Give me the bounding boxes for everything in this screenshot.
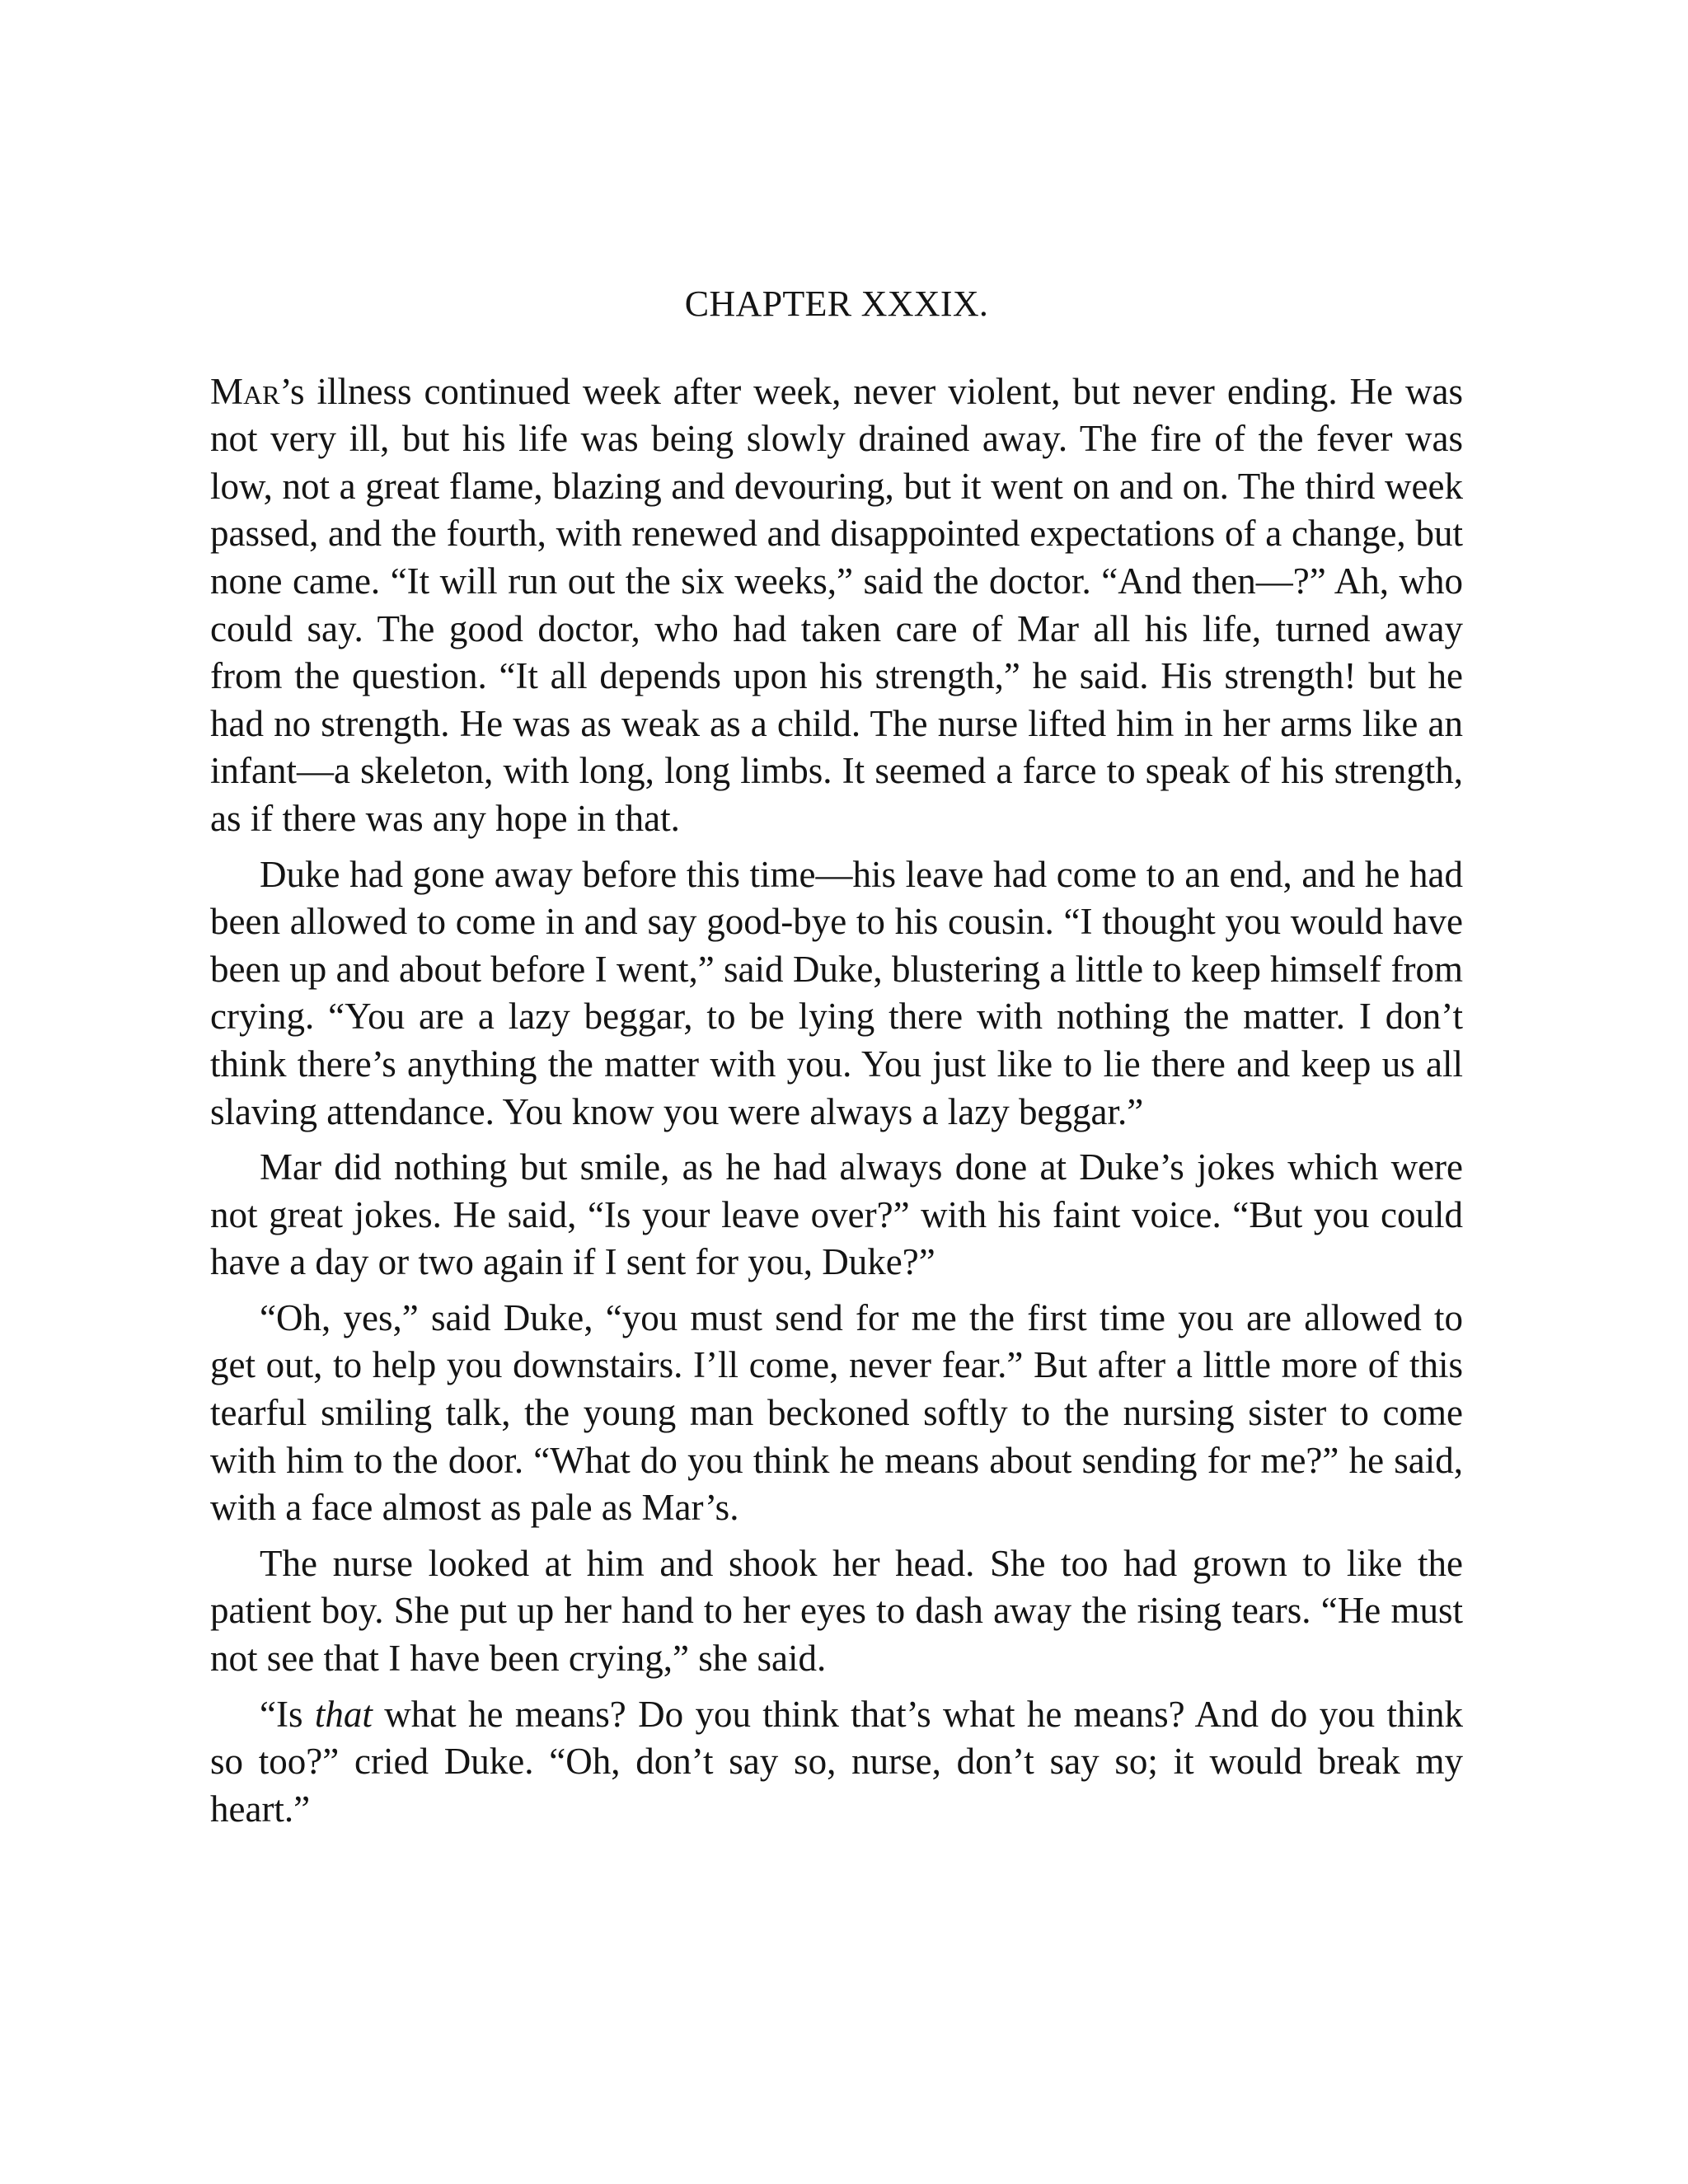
paragraph-text: ’s illness continued week after week, never violent, but never ending. He was not very ill, but his life was being slowly drained away. The fire of the fever was low, not a great flame, blazing and devouring, but it went on and on. The third week passed, and the fourth, with renewed and disappointed expectations of a change, but none came. “It will run out the six weeks,” said the doctor. “And then—?” Ah, who could say. The good doctor, who had taken care of Mar all his life, turned away from the question. “It all depends upon his strength,” he said. His strength! but he had no strength. He was as weak as a child. The nurse lifted him in her arms like an infant—a skeleton, with long, long limbs. It seemed a farce to speak of his strength, as if there was any hope in that. [210,370,1463,839]
paragraph-text-before: “Is [260,1693,315,1735]
paragraph-6 [210,1691,1463,1834]
emphasized-word: that [314,1693,373,1735]
paragraph-text-after: what he means? Do you think that’s what he means? And do you think so too?” cried Duke. “Oh, don’t say so, nurse, don’t say so; it would break my heart.” [210,1693,1463,1830]
drop-word: Mar [210,370,280,412]
paragraph-4: “Oh, yes,” said Duke, “you must send for me the first time you are allowed to get out, to help you downstairs. I’ll come, never fear.” But after a little more of this tearful smiling talk, the young man beckoned softly to the nursing sister to come with him to the door. “What do you think he means about sending for me?” he said, with a face almost as pale as Mar’s. [210,1296,1463,1529]
paragraph-5: The nurse looked at him and shook her head. She too had grown to like the patient boy. She put up her hand to her eyes to dash away the rising tears. “He must not see that I have been crying,” she said. [210,1542,1463,1680]
book-page [210,280,1463,1841]
paragraph-2: Duke had gone away before this time—his leave had come to an end, and he had been allowed to come in and say good-bye to his cousin. “I thought you would have been up and about before I went,” said Duke, blustering a little to keep himself from crying. “You are a lazy beggar, to be lying there with nothing the matter. I don’t think there’s anything the matter with you. You just like to lie there and keep us all slaving attendance. You know you were always a lazy beggar.” [210,853,1463,1132]
chapter-title: CHAPTER XXXIX. [684,284,989,324]
paragraph-3: Mar did nothing but smile, as he had always done at Duke’s jokes which were not great jokes. He said, “Is your leave over?” with his faint voice. “But you could have a day or two again if I sent for you, Duke?” [210,1146,1463,1283]
paragraph-1 [210,368,1463,843]
